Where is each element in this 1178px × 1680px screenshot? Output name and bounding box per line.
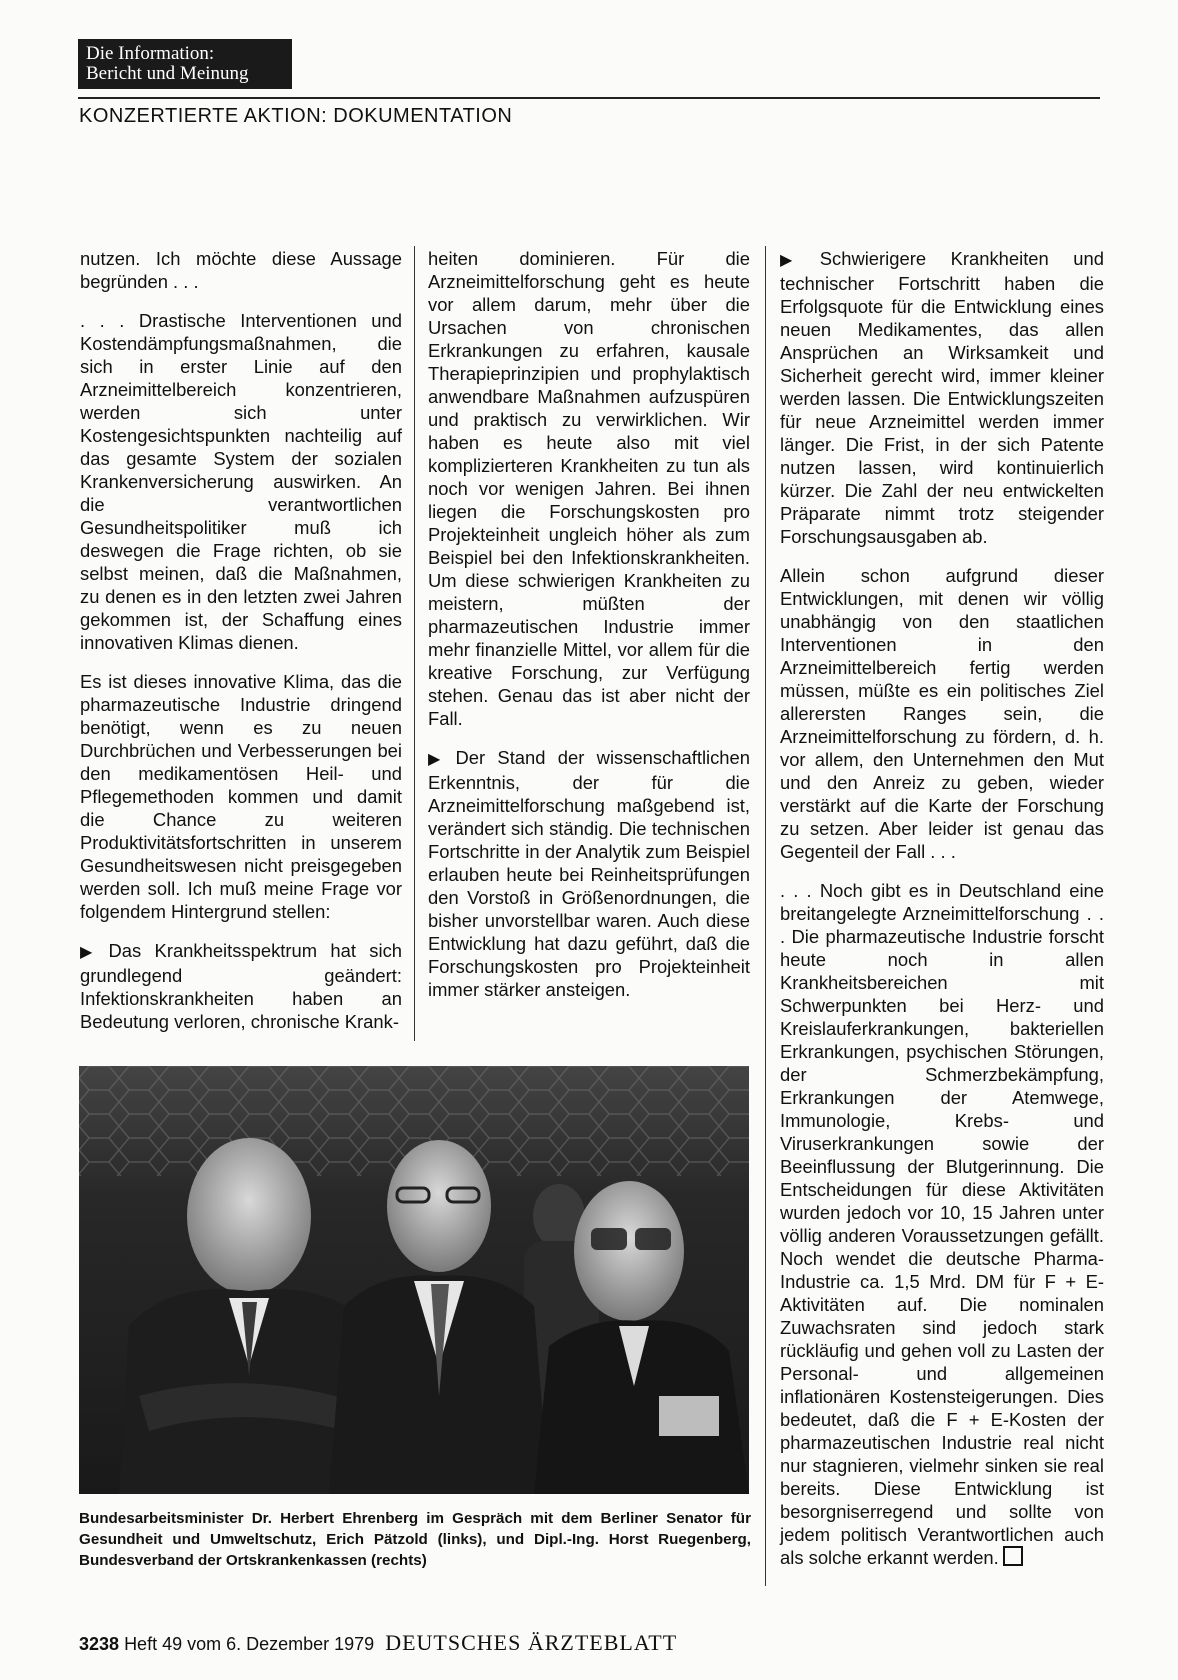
- paragraph: [80, 939, 402, 1033]
- paragraph-text: Das Krankheitsspektrum hat sich grundlegend geändert: Infektionskrankheiten haben an Bedeutung verloren, chronische Krank-: [80, 940, 402, 1032]
- end-mark-icon: [1003, 1546, 1023, 1566]
- section-kicker: KONZERTIERTE AKTION: DOKUMENTATION: [79, 105, 513, 127]
- column-divider-1: [414, 246, 415, 1041]
- paragraph: nutzen. Ich möchte diese Aussage begründen . . .: [80, 248, 402, 292]
- section-badge: [78, 39, 292, 89]
- photo: [79, 1066, 749, 1494]
- paragraph-text: . . . Noch gibt es in Deutschland eine breitangelegte Arzneimittelforschung . . . Die pharmazeutische Industrie forscht heute noch in allen Krankheitsbereichen mit Schwerpunkten bei Herz- und Kreislauferkrankungen, bakteriellen Erkrankungen, psychischen Störungen, der Schmerzbekämpfung, Erkrankungen der Atemwege, Immunologie, Krebs- und Viruserkrankungen sowie der Beeinflussung der Blutgerinnung. Die Entscheidungen für diese Aktivitäten wurden jedoch vor 10, 15 Jahren unter völlig anderen Voraussetzungen gefällt. Noch wendet die deutsche Pharma-Industrie ca. 1,5 Mrd. DM für F + E-Aktivitäten auf. Die nominalen Zuwachsraten sind jedoch stark rückläufig und gehen voll zu Lasten der Personal- und allgemeinen inflationären Kostensteigerungen. Dies bedeutet, daß die F + E-Kosten der pharmazeutischen Industrie real nicht nur stagnieren, vielmehr sinken sie real bereits. Diese Entwicklung ist besorgniserregend und sollte von jedem politisch Verantwortlichen auch als solche erkannt werden.: [780, 880, 1104, 1568]
- badge-line-2: Bericht und Meinung: [86, 63, 249, 84]
- text-column-3: [780, 247, 1104, 1569]
- text-column-1: [80, 247, 402, 1033]
- paragraph-text: Schwierigere Krankheiten und technischer Fortschritt haben die Erfolgsquote für die Entwicklung eines neuen Medikamentes, das allen Ansprüchen an Wirksamkeit und Sicherheit gerecht wird, immer kleiner werden lassen. Die Entwicklungszeiten für neue Arzneimittel werden immer länger. Die Frist, in der sich Patente nutzen lassen, wird kontinuierlich kürzer. Die Zahl der neu entwickelten Präparate nimmt trotz steigender Forschungsausgaben ab.: [780, 248, 1104, 547]
- paragraph: Es ist dieses innovative Klima, das die pharmazeutische Industrie dringend benötigt, wenn es zu neuen Durchbrüchen und Verbesserungen bei den medikamentösen Heil- und Pflegemethoden kommen und damit die Chance zu weiteren Produktivitätsfortschritten in unserem Gesundheitswesen nicht preisgegeben werden soll. Ich muß meine Frage vor folgendem Hintergrund stellen:: [80, 671, 402, 922]
- triangle-right-icon: ▶: [80, 944, 101, 961]
- paragraph-text: Der Stand der wissenschaftlichen Erkenntnis, der für die Arzneimittelforschung maßgebend ist, verändert sich ständig. Die technischen Fortschritte in der Analytik zum Beispiel erlauben heute bei Reinheitsprüfungen den Vorstoß in Größenordnungen, die bisher unvorstellbar waren. Auch diese Entwicklung hat dazu geführt, daß die Forschungskosten pro Projekteinheit immer stärker ansteigen.: [428, 747, 750, 1000]
- issue-info: Heft 49 vom 6. Dezember 1979: [124, 1634, 375, 1654]
- magazine-title: DEUTSCHES ÄRZTEBLATT: [385, 1630, 678, 1655]
- page-footer: [79, 1630, 677, 1656]
- paragraph: heiten dominieren. Für die Arzneimittelforschung geht es heute vor allem darum, mehr über die Ursachen von chronischen Erkrankungen zu erfahren, kausale Therapieprinzipien und prophylaktisch anwendbare Maßnahmen aufzuspüren und praktisch zu verwirklichen. Wir haben es heute also mit viel komplizierteren Krankheiten zu tun als noch vor wenigen Jahren. Bei ihnen liegen die Forschungskosten pro Projekteinheit ungleich höher als zum Beispiel bei den Infektionskrankheiten. Um diese schwierigen Krankheiten zu meistern, müßten der pharmazeutischen Industrie immer mehr finanzielle Mittel, vor allem für die kreative Forschung, zur Verfügung stehen. Genau das ist aber nicht der Fall.: [428, 248, 750, 729]
- text-column-2: [428, 247, 750, 1001]
- header-rule: [78, 97, 1100, 99]
- paragraph: Allein schon aufgrund dieser Entwicklungen, mit denen wir völlig unabhängig von den staatlichen Interventionen in den Arzneimittelbereich fertig werden müssen, müßte es ein politisches Ziel allerersten Ranges sein, die Arzneimittelforschung zu fördern, d. h. vor allem, den Unternehmen den Mut und den Anreiz zu geben, wieder verstärkt auf die Karte der Forschung zu setzen. Aber leider ist genau das Gegenteil der Fall . . .: [780, 565, 1104, 862]
- badge-line-1: Die Information:: [86, 43, 215, 64]
- column-divider-2: [765, 246, 766, 1586]
- photo-caption: Bundesarbeitsminister Dr. Herbert Ehrenberg im Gespräch mit dem Berliner Senator für Gesundheit und Umweltschutz, Erich Pätzold (links), und Dipl.-Ing. Horst Ruegenberg, Bundesverband der Ortskrankenkassen (rechts): [79, 1510, 751, 1569]
- page-number: 3238: [79, 1634, 120, 1654]
- paragraph: [780, 879, 1104, 1569]
- triangle-right-icon: ▶: [428, 751, 448, 768]
- paragraph: . . . Drastische Interventionen und Kostendämpfungsmaßnahmen, die sich in erster Linie auf den Arzneimittelbereich konzentrieren, werden sich unter Kostengesichtspunkten nachteilig auf das gesamte System der sozialen Krankenversicherung auswirken. An die verantwortlichen Gesundheitspolitiker muß ich deswegen die Frage richten, ob sie selbst meinen, daß die Maßnahmen, zu denen es in den letzten zwei Jahren gekommen ist, der Schaffung eines innovativen Klimas dienen.: [80, 310, 402, 653]
- paragraph: [428, 746, 750, 1001]
- paragraph: [780, 247, 1104, 548]
- triangle-right-icon: ▶: [780, 252, 812, 269]
- photo-illustration: [79, 1066, 749, 1494]
